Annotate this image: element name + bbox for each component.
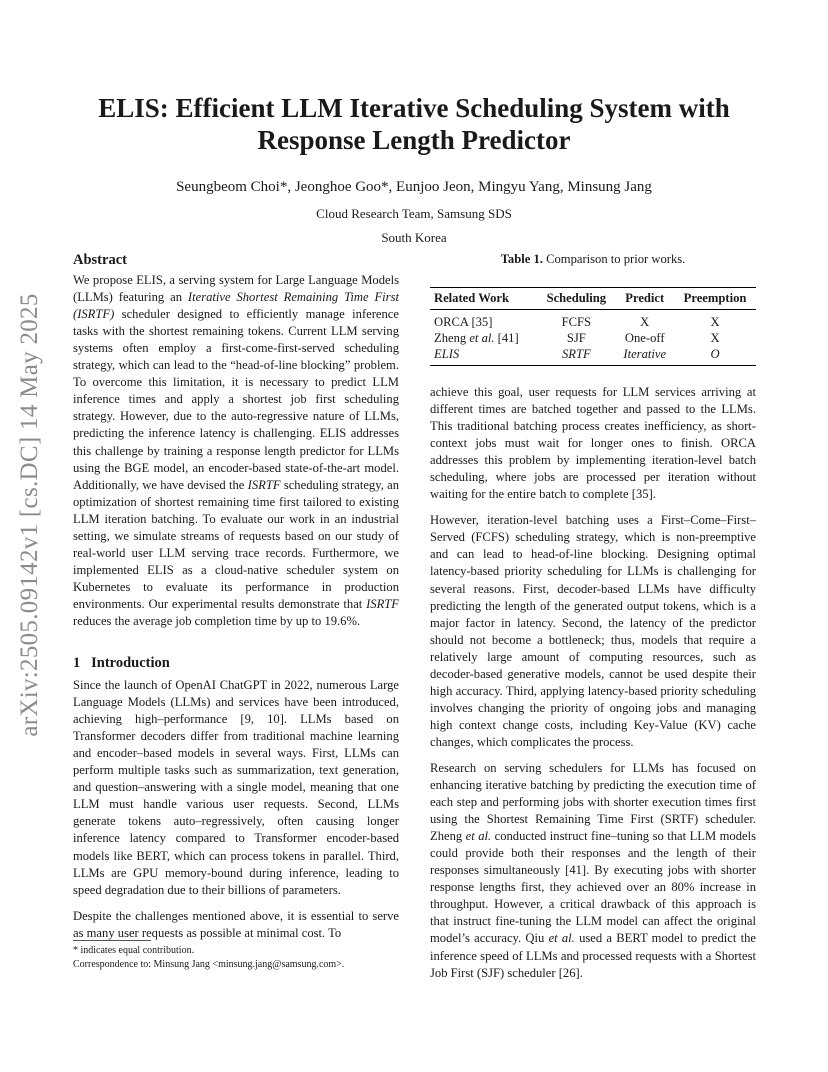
table-cell: ORCA [35] [434,314,493,329]
table-cell: FCFS [561,314,592,329]
introduction-section [73,655,399,942]
footnote-rule [73,940,151,941]
table-cell: SJF [566,330,586,345]
table-header: Related Work [430,288,537,310]
paper-title [0,92,828,156]
arxiv-id: arXiv:2505.09142v1 [cs.DC] 14 May 2025 [16,293,43,737]
footnotes [73,944,399,972]
table-cell: ELIS [430,346,537,366]
table-cell: X [710,330,720,345]
title-line-2: Response Length Predictor [257,125,571,155]
arxiv-stamp [10,275,50,755]
table-cell: Iterative [615,346,674,366]
table-row [430,330,756,346]
country: South Korea [381,230,447,245]
right-column-body [430,384,756,982]
body-paragraph-2: However, iteration-level batching uses a First–Come–First–Served (FCFS) scheduling strategy, which is non-preemptive and can lead to head-of-line blocking. Designing optimal latency-based priority scheduling for LLMs is challenging for several reasons. First, decoder-based LLMs have difficulty predicting the length of the generated output tokens, which is a major factor in latency. Second, the latency of the predictor should not become a bottleneck; thus, models that require a relatively large amount of computing resources, such as decoder-based generative models, cannot be used despite their high accuracy. Third, applying latency-based priority scheduling involves changing the priority of ongoing jobs and managing high context change costs, including Key-Value (KV) cache changes, which complicates the process. [430,513,756,749]
table-cell: One-off [624,330,665,345]
intro-paragraph-2: Despite the challenges mentioned above, it is essential to serve as many user requests as possible at minimal cost. To [73,908,399,940]
table-header-row [430,288,756,310]
table-header: Scheduling [537,288,615,310]
authors: Seungbeom Choi*, Jeonghoe Goo*, Eunjoo Jeon, Mingyu Yang, Minsung Jang [176,179,652,195]
footnote-correspondence: Correspondence to: Minsung Jang <minsung.jang@samsung.com>. [73,959,345,970]
table-cell: Zheng et al. [41] [434,330,519,345]
table-header: Preemption [674,288,756,310]
table-caption: Table 1. Comparison to prior works. [500,252,686,266]
table-row [430,346,756,366]
abstract-heading: Abstract [73,252,127,268]
introduction-heading: 1 Introduction [73,655,170,671]
table-cell: X [640,314,650,329]
comparison-table [430,287,756,366]
body-paragraph-3: Research on serving schedulers for LLMs has focused on enhancing iterative batching by predicting the execution time of each step and performing jobs with shorter execution times first using the Shortest Remaining Time First (SRTF) scheduler. Zheng et al. conducted instruct fine–tuning so that LLM models could provide both their responses and the length of their responses simultaneously [41]. By executing jobs with shorter response lengths first, they achieved over an 80% increase in throughput. However, a critical drawback of this approach is that instruct fine-tuning the LLM model can affect the original model’s accuracy. Qiu et al. used a BERT model to predict the inference speed of LLMs and processed requests with a Shortest Job First (SJF) scheduler [26]. [430,760,757,980]
table-header: Predict [615,288,674,310]
intro-paragraph-1: Since the launch of OpenAI ChatGPT in 2022, numerous Large Language Models (LLMs) and services have been introduced, achieving high–performance [9, 10]. LLMs based on Transformer decoders differ from traditional machine learning and encoder–based models in several ways. First, LLMs can perform multiple tasks such as summarization, text generation, and question–answering with a single model, meaning that one LLM must handle various user requests. Second, LLMs generate tokens auto–regressively, often causing longer inference latency compared to Transformer encoder-based models like BERT, which can process tokens in parallel. Third, LLMs are GPU memory-bound during inference, leading to speed degradation due to their billions of parameters. [73,678,399,897]
footnote-equal-contribution: * indicates equal contribution. [73,945,195,956]
body-paragraph-1: achieve this goal, user requests for LLM services arriving at different times are batched together and passed to the LLMs. This traditional batching process creates inefficiency, as short-context jobs must wait for longer ones to finish. ORCA addresses this problem by implementing iteration-level batch scheduling, where jobs are processed per iteration without waiting for the entire batch to complete [35]. [430,385,756,502]
abstract-text: We propose ELIS, a serving system for Large Language Models (LLMs) featuring an Iterative Shortest Remaining Time First (ISRTF) scheduler designed to efficiently manage inference tasks with the shortest remaining tokens. Current LLM serving systems often employ a first-come-first-served scheduling strategy, which can lead to the “head-of-line blocking” problem. To overcome this limitation, it is necessary to predict LLM inference times and apply a shortest job first scheduling strategy. However, due to the auto-regressive nature of LLMs, predicting the inference latency is challenging. ELIS addresses this challenge by training a response length predictor for LLMs using the BGE model, an encoder-based state-of-the-art model. Additionally, we have devised the ISRTF scheduling strategy, an optimization of shortest remaining time first tailored to existing LLM iteration batching. To evaluate our work in an industrial setting, we simulate streams of requests based on our study of real-world user LLM serving trace records. Furthermore, we implemented ELIS as a cloud-native scheduler system on Kubernetes to evaluate its performance in production environments. Our experimental results demonstrate that ISRTF reduces the average job completion time by up to 19.6%. [73,273,399,628]
table-cell: O [674,346,756,366]
title-line-1: ELIS: Efficient LLM Iterative Scheduling System with [98,93,730,123]
abstract-section [73,252,399,630]
table-cell: X [710,314,720,329]
table-row [430,310,756,331]
affiliation: Cloud Research Team, Samsung SDS [316,206,512,221]
table-cell: SRTF [537,346,615,366]
